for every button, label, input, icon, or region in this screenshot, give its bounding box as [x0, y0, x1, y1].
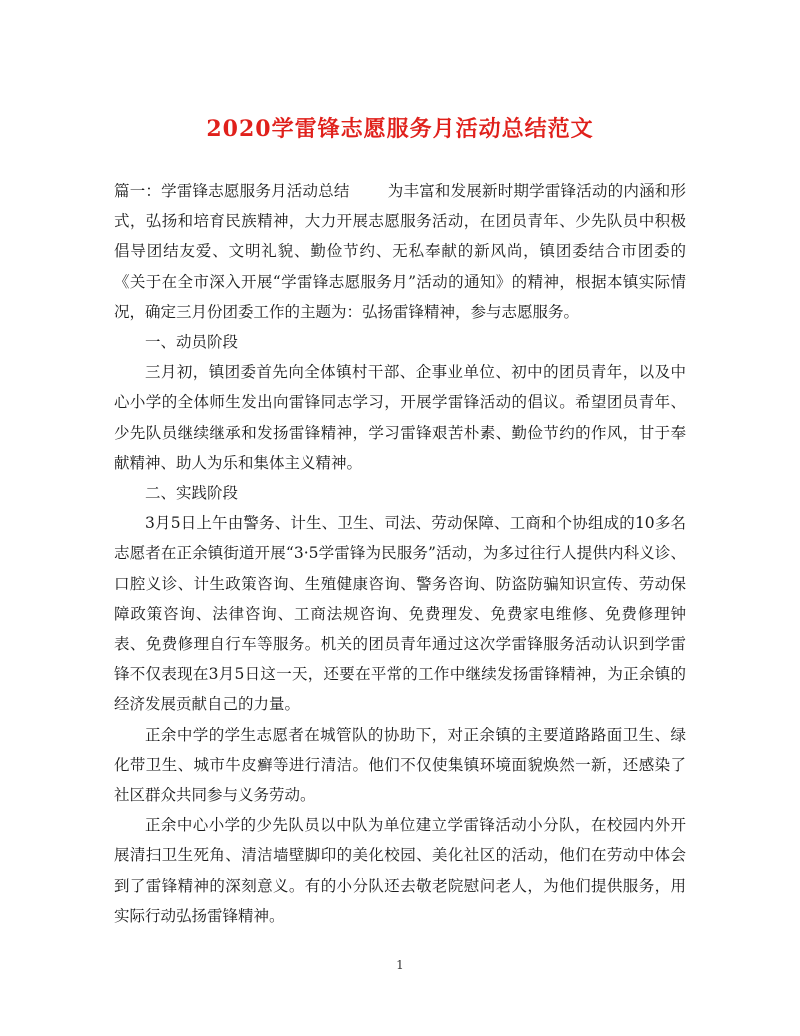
section1-heading: 一、动员阶段: [145, 333, 239, 352]
section2-paragraph-1: 3月5日上午由警务、计生、卫生、司法、劳动保障、工商和个协组成的10多名志愿者在正余镇街道开展“3·5学雷锋为民服务”活动，为多过往行人提供内科义诊、口腔义诊、计生政策咨询、生殖健康咨询、警务咨询、防盗防骗知识宣传、劳动保障政策咨询、法律咨询、工商法规咨询、免费理发、免费家电维修、免费修理钟表、免费修理自行车等服务。机关的团员青年通过这次学雷锋服务活动认识到学雷锋不仅表现在3月5日这一天，还要在平常的工作中继续发扬雷锋精神，为正余镇的经济发展贡献自己的力量。: [114, 514, 686, 714]
section1-paragraph: 三月初，镇团委首先向全体镇村干部、企事业单位、初中的团员青年，以及中心小学的全体师生发出向雷锋同志学习，开展学雷锋活动的倡议。希望团员青年、少先队员继续继承和发扬雷锋精神，学习雷锋艰苦朴素、勤俭节约的作风，甘于奉献精神、助人为乐和集体主义精神。: [114, 363, 686, 472]
section2-heading: 二、实践阶段: [145, 484, 239, 503]
intro-heading: 篇一：学雷锋志愿服务月活动总结: [114, 182, 350, 200]
document-title: 2020学雷锋志愿服务月活动总结范文: [206, 116, 594, 142]
section2-paragraph-3: 正余中心小学的少先队员以中队为单位建立学雷锋活动小分队，在校园内外开展清扫卫生死角、清洁墙壁脚印的美化校园、美化社区的活动，他们在劳动中体会到了雷锋精神的深刻意义。有的小分队还去敬老院慰问老人，为他们提供服务，用实际行动弘扬雷锋精神。: [114, 816, 686, 925]
section2-paragraph-2: 正余中学的学生志愿者在城管队的协助下，对正余镇的主要道路路面卫生、绿化带卫生、城市牛皮癣等进行清洁。他们不仅使集镇环境面貌焕然一新，还感染了社区群众共同参与义务劳动。: [114, 725, 686, 805]
page-number: 1: [396, 958, 404, 972]
intro-text: 为丰富和发展新时期学雷锋活动的内涵和形式，弘扬和培育民族精神，大力开展志愿服务活动，在团员青年、少先队员中积极倡导团结友爱、文明礼貌、勤俭节约、无私奉献的新风尚，镇团委结合市团委的《关于在全市深入开展“学雷锋志愿服务月”活动的通知》的精神，根据本镇实际情况，确定三月份团委工作的主题为：弘扬雷锋精神，参与志愿服务。: [114, 182, 686, 321]
intro-paragraph: [114, 176, 686, 327]
document-body: [114, 176, 686, 931]
